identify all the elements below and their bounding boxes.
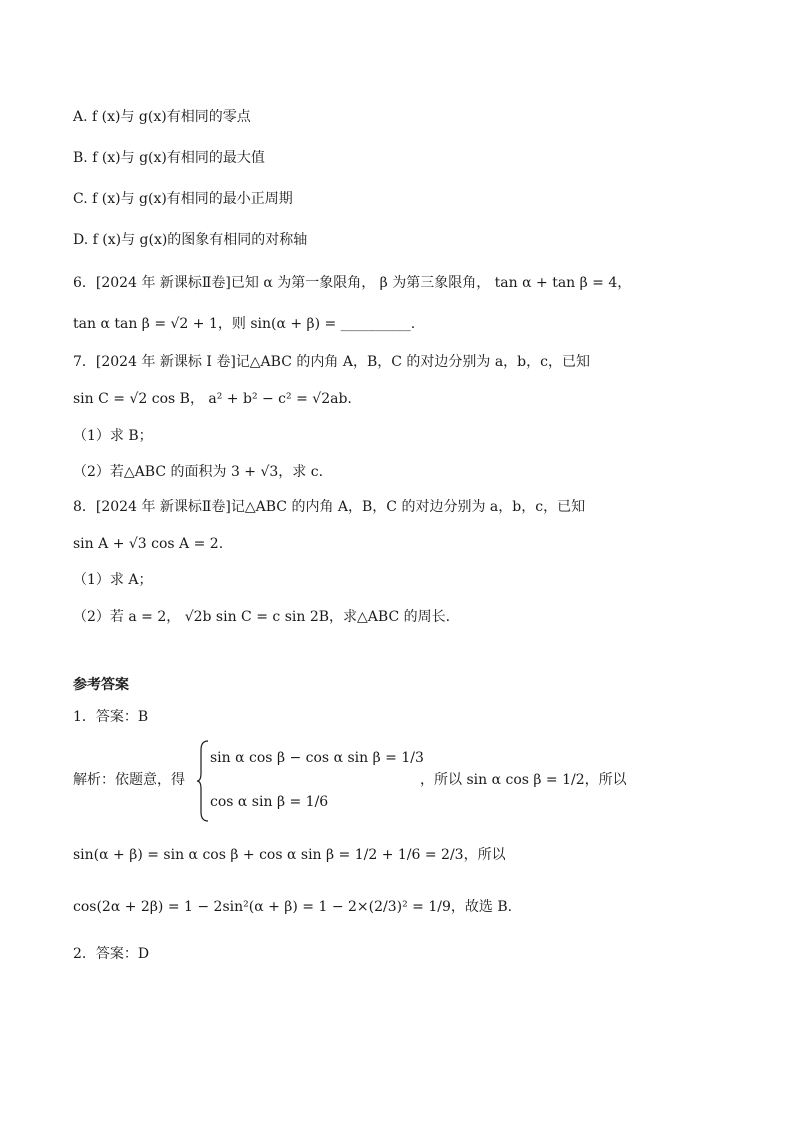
q8-line2: sin A + √3 cos A = 2. (73, 536, 224, 552)
q8-line1: 8．[2024 年 新课标Ⅱ卷]记△ABC 的内角 A，B，C 的对边分别为 a，b，c，已知 (73, 499, 586, 515)
answer-2: 2．答案：D (73, 946, 150, 962)
q7-part2: （2）若△ABC 的面积为 3 + √3，求 c. (73, 464, 324, 480)
system-line-1: sin α cos β − cos α sin β = 1/3 (210, 750, 424, 766)
option-c: C. f (x)与 g(x)有相同的最小正周期 (73, 191, 293, 207)
system-brace (196, 740, 210, 822)
q8-part2: （2）若 a = 2， √2b sin C = c sin 2B，求△ABC 的周长. (73, 609, 451, 625)
analysis-step-2: cos(2α + 2β) = 1 − 2sin²(α + β) = 1 − 2×(2/3)² = 1/9，故选 B. (73, 899, 513, 915)
option-d: D. f (x)与 g(x)的图象有相同的对称轴 (73, 232, 308, 248)
q7-line2: sin C = √2 cos B， a² + b² − c² = √2ab. (73, 391, 352, 407)
q7-line1: 7．[2024 年 新课标 I 卷]记△ABC 的内角 A，B，C 的对边分别为 a，b，c，已知 (73, 354, 590, 370)
option-a: A. f (x)与 g(x)有相同的零点 (73, 109, 251, 125)
answer-1: 1．答案：B (73, 709, 149, 725)
analysis-tail: ，所以 sin α cos β = 1/2，所以 (420, 772, 627, 788)
analysis-label: 解析：依题意，得 (73, 772, 185, 788)
system-line-2: cos α sin β = 1/6 (210, 794, 329, 810)
q8-part1: （1）求 A； (73, 572, 153, 588)
analysis-step-1: sin(α + β) = sin α cos β + cos α sin β = 1/2 + 1/6 = 2/3，所以 (73, 847, 506, 863)
option-b: B. f (x)与 g(x)有相同的最大值 (73, 150, 265, 166)
q6-line2: tan α tan β = √2 + 1，则 sin(α + β) = __________. (73, 316, 416, 332)
answers-heading: 参考答案 (73, 677, 129, 693)
q6-line1: 6．[2024 年 新课标Ⅱ卷]已知 α 为第一象限角， β 为第三象限角， tan α + tan β = 4， (73, 275, 632, 291)
q7-part1: （1）求 B； (73, 428, 153, 444)
